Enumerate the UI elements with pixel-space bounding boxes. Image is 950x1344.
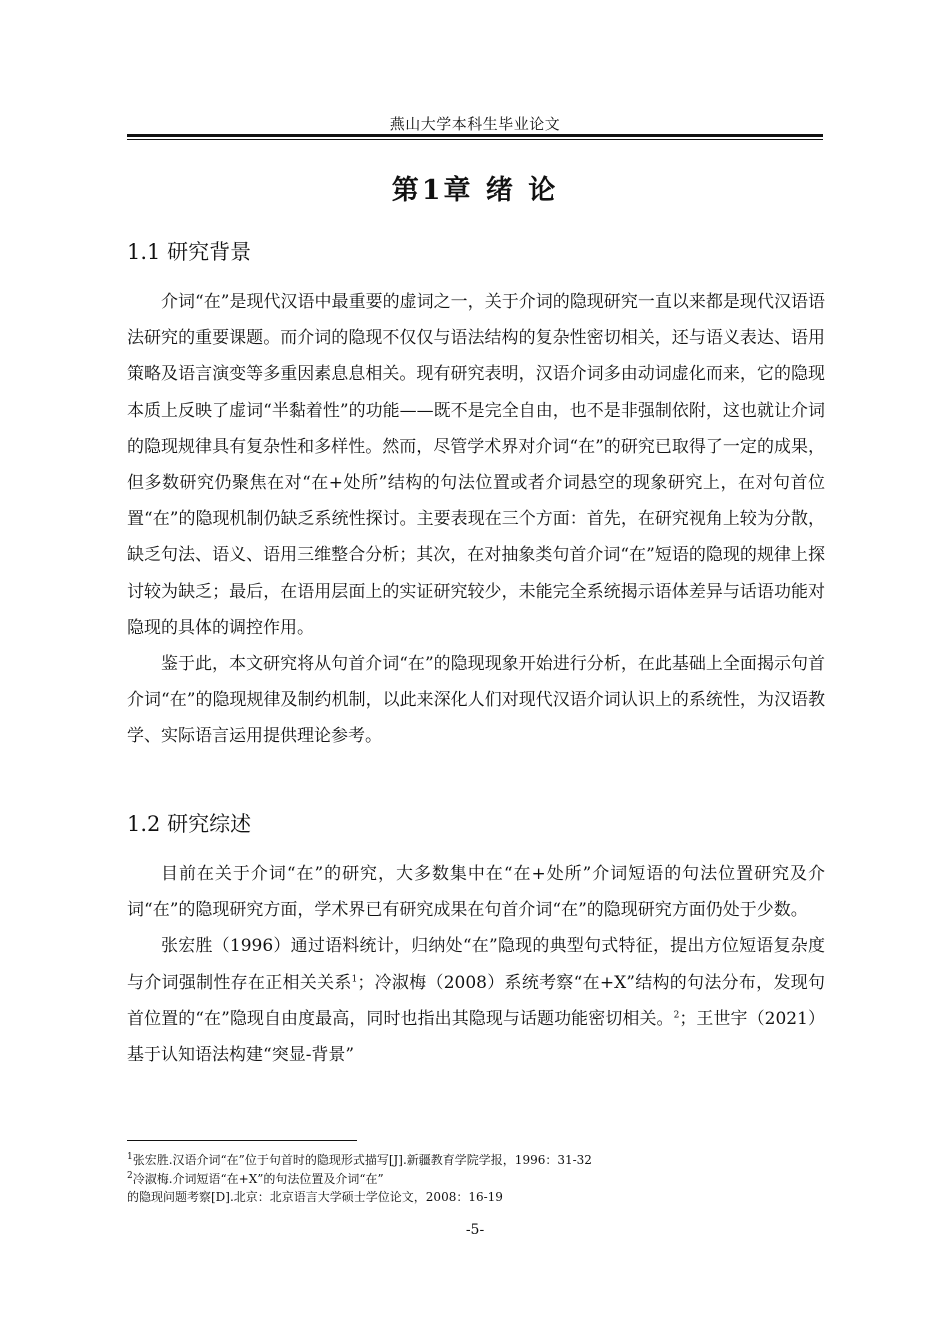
footnote-separator [127, 1140, 357, 1141]
paragraph-text: 张宏胜（1996）通过语料统计，归纳处“在”隐现的典型句式特征，提出方位短语复杂度与介词强制性存在正相关关系 [127, 936, 825, 993]
paragraph: 目前在关于介词“在”的研究，大多数集中在“在+处所”介词短语的句法位置研究及介词“在”的隐现研究方面，学术界已有研究成果在句首介词“在”的隐现研究方面仍处于少数。 [127, 864, 825, 921]
footnote-text: 冷淑梅.介词短语“在+X”的句法位置及介词“在” [132, 1171, 384, 1186]
page-number: -5- [465, 1222, 485, 1238]
paragraph-text: ；冷淑梅（2008）系统考察“在+X”结构的句法分布，发现句首位置的“在”隐现自由度最高，同时也指出其隐现与话题功能密切相关。 [127, 972, 825, 1029]
header-rule-thick [127, 134, 823, 137]
section-1-2-body [127, 856, 825, 1073]
footnote-ref: 1 [351, 973, 358, 984]
footnote-1 [127, 1151, 592, 1170]
header-rule-thin [127, 139, 823, 140]
section-1-1-body [127, 284, 825, 755]
paragraph: 介词“在”是现代汉语中最重要的虚词之一，关于介词的隐现研究一直以来都是现代汉语语法研究的重要课题。而介词的隐现不仅仅与语法结构的复杂性密切相关，还与语义表达、语用策略及语言演变等多重因素息息相关。现有研究表明，汉语介词多由动词虚化而来，它的隐现本质上反映了虚词“半黏着性”的功能——既不是完全自由，也不是非强制依附，这也就让介词的隐现规律具有复杂性和多样性。然而，尽管学术界对介词“在”的研究已取得了一定的成果，但多数研究仍聚焦在对“在+处所”结构的句法位置或者介词悬空的现象研究上，在对句首位置“在”的隐现机制仍缺乏系统性探讨。主要表现在三个方面：首先，在研究视角上较为分散，缺乏句法、语义、语用三维整合分析；其次，在对抽象类句首介词“在”短语的隐现的规律上探讨较为缺乏；最后，在语用层面上的实证研究较少，未能完全系统揭示语体差异与话语功能对隐现的具体的调控作用。 [127, 292, 825, 638]
footnotes [127, 1151, 592, 1207]
section-heading-1-1: 1.1 研究背景 [127, 240, 252, 264]
paragraph: 鉴于此，本文研究将从句首介词“在”的隐现现象开始进行分析，在此基础上全面揭示句首介词“在”的隐现规律及制约机制，以此来深化人们对现代汉语介词认识上的系统性，为汉语教学、实际语言运用提供理论参考。 [127, 654, 825, 747]
footnote-mark: 1 [127, 1152, 133, 1162]
chapter-title: 第1章 绪 论 [391, 175, 559, 206]
paragraph-text: ；王世宇（2021）基于认知语法构建“突显-背景” [127, 1008, 825, 1066]
footnote-2 [127, 1170, 592, 1189]
footnote-ref: 2 [673, 1010, 680, 1021]
footnote-text: 张宏胜.汉语介词“在”位于句首时的隐现形式描写[J].新疆教育学院学报，1996：31-32 [132, 1153, 592, 1167]
footnote-2-continued: 的隐现问题考察[D].北京：北京语言大学硕士学位论文，2008：16-19 [127, 1190, 503, 1204]
section-heading-1-2: 1.2 研究综述 [127, 812, 252, 836]
paragraph [127, 928, 825, 1073]
running-header: 燕山大学本科生毕业论文 [389, 115, 561, 133]
footnote-mark: 2 [127, 1170, 133, 1181]
